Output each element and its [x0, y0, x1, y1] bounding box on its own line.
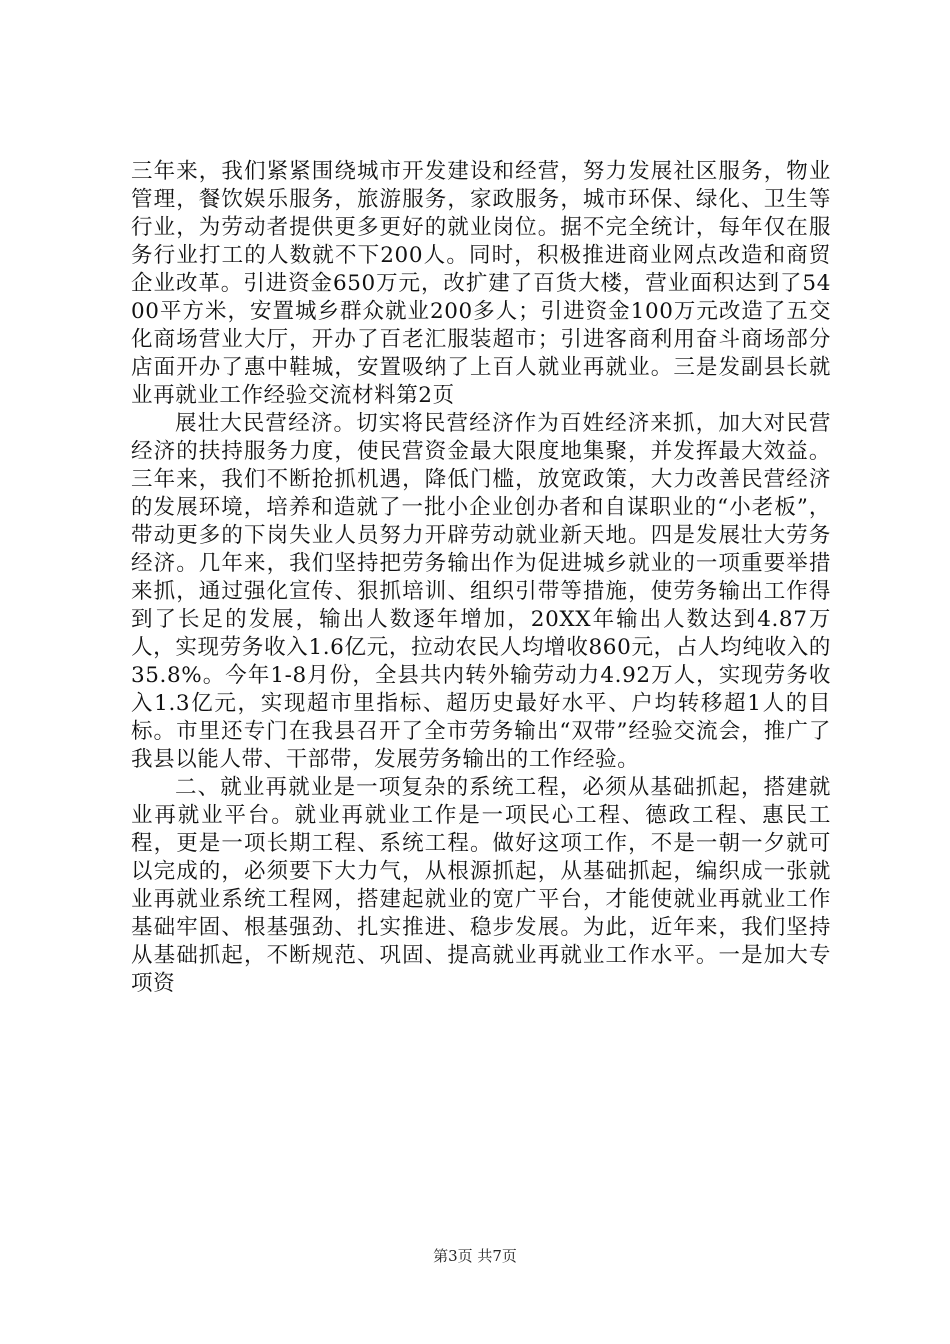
document-body [131, 158, 831, 998]
page-footer: 第3页 共7页 [433, 1247, 517, 1265]
paragraph-system-engineering: 二、就业再就业是一项复杂的系统工程，必须从基础抓起，搭建就业再就业平台。就业再就业工作是一项民心工程、德政工程、惠民工程，更是一项长期工程、系统工程。做好这项工作，不是一朝一夕就可以完成的，必须要下大力气，从根源抓起，从基础抓起，编织成一张就业再就业系统工程网，搭建起就业的宽广平台，才能使就业再就业工作基础牢固、根基强劲、扎实推进、稳步发展。为此，近年来，我们坚持从基础抓起，不断规范、巩固、提高就业再就业工作水平。一是加大专项资 [131, 775, 831, 996]
paragraph-services: 三年来，我们紧紧围绕城市开发建设和经营，努力发展社区服务，物业管理，餐饮娱乐服务，旅游服务，家政服务，城市环保、绿化、卫生等行业，为劳动者提供更多更好的就业岗位。据不完全统计，每年仅在服务行业打工的人数就不下200人。同时，积极推进商业网点改造和商贸企业改革。引进资金650万元，改扩建了百货大楼，营业面积达到了5400平方米，安置城乡群众就业200多人；引进资金100万元改造了五交化商场营业大厅，开办了百老汇服装超市；引进客商利用奋斗商场部分店面开办了惠中鞋城，安置吸纳了上百人就业再就业。三是发副县长就业再就业工作经验交流材料第2页 [131, 159, 831, 408]
paragraph-private-economy: 展壮大民营经济。切实将民营经济作为百姓经济来抓，加大对民营经济的扶持服务力度，使民营资金最大限度地集聚，并发挥最大效益。三年来，我们不断抢抓机遇，降低门槛，放宽政策，大力改善民营经济的发展环境，培养和造就了一批小企业创办者和自谋职业的“小老板”，带动更多的下岗失业人员努力开辟劳动就业新天地。四是发展壮大劳务经济。几年来，我们坚持把劳务输出作为促进城乡就业的一项重要举措来抓，通过强化宣传、狠抓培训、组织引带等措施，使劳务输出工作得到了长足的发展，输出人数逐年增加，20XX年输出人数达到4.87万人，实现劳务收入1.6亿元，拉动农民人均增收860元，占人均纯收入的35.8%。今年1-8月份，全县共内转外输劳动力4.92万人，实现劳务收入1.3亿元，实现超市里指标、超历史最好水平、户均转移超1人的目标。市里还专门在我县召开了全市劳务输出“双带”经验交流会，推广了我县以能人带、干部带，发展劳务输出的工作经验。 [131, 411, 831, 772]
